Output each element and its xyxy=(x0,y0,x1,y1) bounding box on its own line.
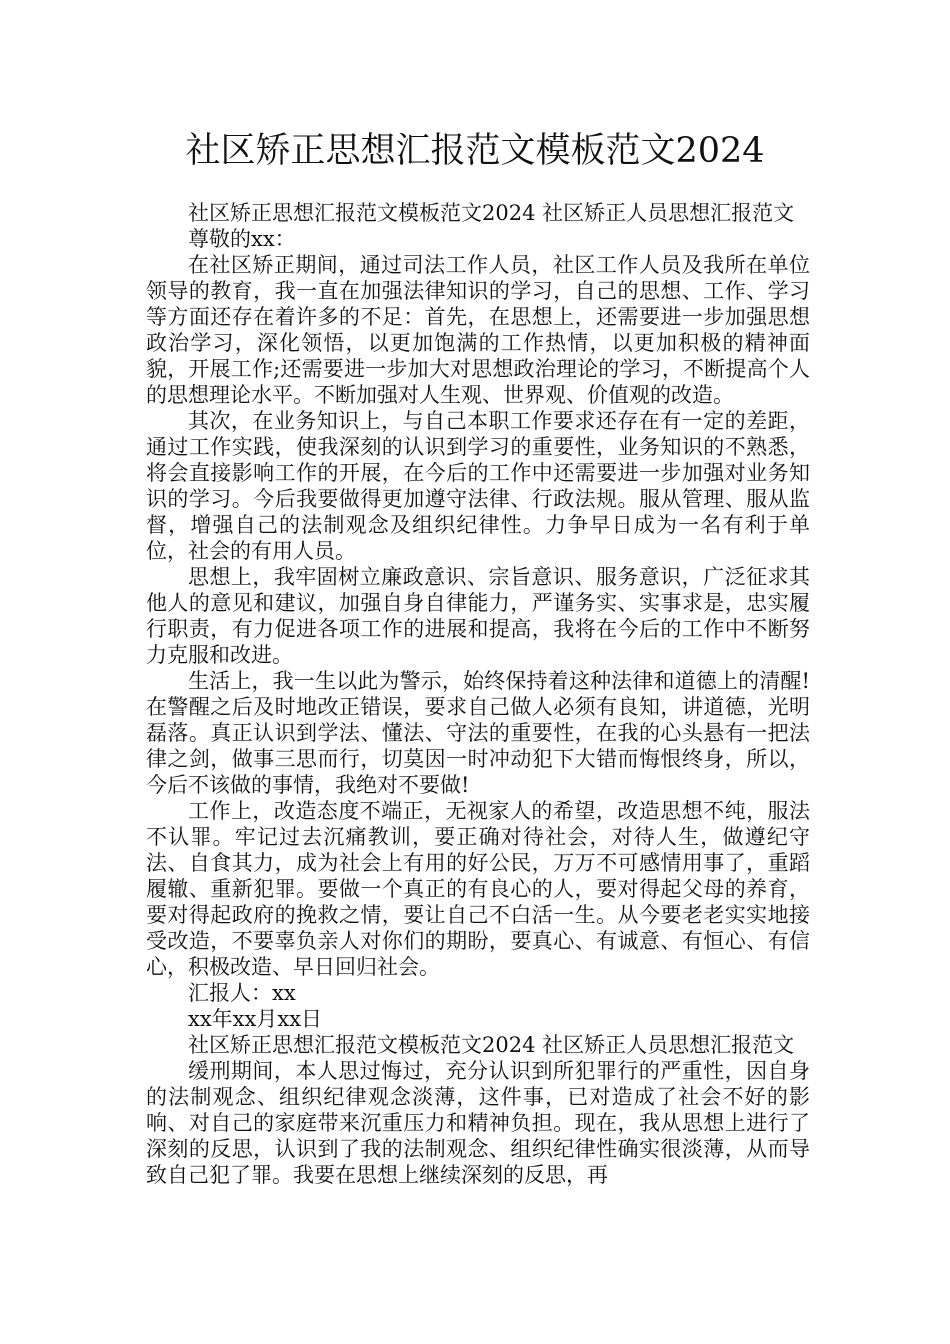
paragraph-salutation: 尊敬的xx： xyxy=(188,227,296,251)
paragraph-life: 生活上，我一生以此为警示，始终保持着这种法律和道德上的清醒!在警醒之后及时地改正错误，要求自己做人必须有良知，讲道德，光明磊落。真正认识到学法、懂法、守法的重要性，在我的心头悬有一把法律之剑，做事三思而行，切莫因一时冲动犯下大错而悔恨终身，所以，今后不该做的事情，我绝对不要做! xyxy=(146,669,810,797)
paragraph-date: xx年xx月xx日 xyxy=(188,1007,323,1031)
paragraph-intro: 在社区矫正期间，通过司法工作人员，社区工作人员及我所在单位领导的教育，我一直在加强法律知识的学习，自己的思想、工作、学习等方面还存在着许多的不足：首先，在思想上，还需要进一步加强思想政治学习，深化领悟，以更加饱满的工作热情，以更加积极的精神面貌，开展工作;还需要进一步加大对思想政治理论的学习，不断提高个人的思想理论水平。不断加强对人生观、世界观、价值观的改造。 xyxy=(146,253,810,407)
paragraph-heading-repeat: 社区矫正思想汇报范文模板范文2024 社区矫正人员思想汇报范文 xyxy=(188,201,795,225)
paragraph-work: 工作上，改造态度不端正，无视家人的希望，改造思想不纯，服法不认罪。牢记过去沉痛教训，要正确对待社会，对待人生，做遵纪守法、自食其力，成为社会上有用的好公民，万万不可感情用事了，重蹈履辙、重新犯罪。要做一个真正的有良心的人，要对得起父母的养育，要对得起政府的挽救之情，要让自己不白活一生。从今要老老实实地接受改造，不要辜负亲人对你们的期盼，要真心、有诚意、有恒心、有信心，积极改造、早日回归社会。 xyxy=(146,799,810,979)
paragraph-reporter: 汇报人：xx xyxy=(188,981,296,1005)
paragraph-thought: 思想上，我牢固树立廉政意识、宗旨意识、服务意识，广泛征求其他人的意见和建议，加强自身自律能力，严谨务实、实事求是，忠实履行职责，有力促进各项工作的进展和提高，我将在今后的工作中不断努力克服和改进。 xyxy=(146,565,810,667)
paragraph-probation: 缓刑期间，本人思过悔过，充分认识到所犯罪行的严重性，因自身的法制观念、组织纪律观念淡薄，这件事，已对造成了社会不好的影响、对自己的家庭带来沉重压力和精神负担。现在，我从思想上进行了深刻的反思，认识到了我的法制观念、组织纪律性确实很淡薄，从而导致自己犯了罪。我要在思想上继续深刻的反思，再 xyxy=(146,1059,810,1187)
paragraph-business-knowledge: 其次，在业务知识上，与自己本职工作要求还存在有一定的差距，通过工作实践，使我深刻的认识到学习的重要性，业务知识的不熟悉，将会直接影响工作的开展，在今后的工作中还需要进一步加强对业务知识的学习。今后我要做得更加遵守法律、行政法规。服从管理、服从监督，增强自己的法制观念及组织纪律性。力争早日成为一名有利于单位，社会的有用人员。 xyxy=(146,409,810,563)
document-body xyxy=(146,200,810,1188)
document-title: 社区矫正思想汇报范文模板范文2024 xyxy=(185,131,765,171)
paragraph-second-heading: 社区矫正思想汇报范文模板范文2024 社区矫正人员思想汇报范文 xyxy=(188,1033,795,1057)
